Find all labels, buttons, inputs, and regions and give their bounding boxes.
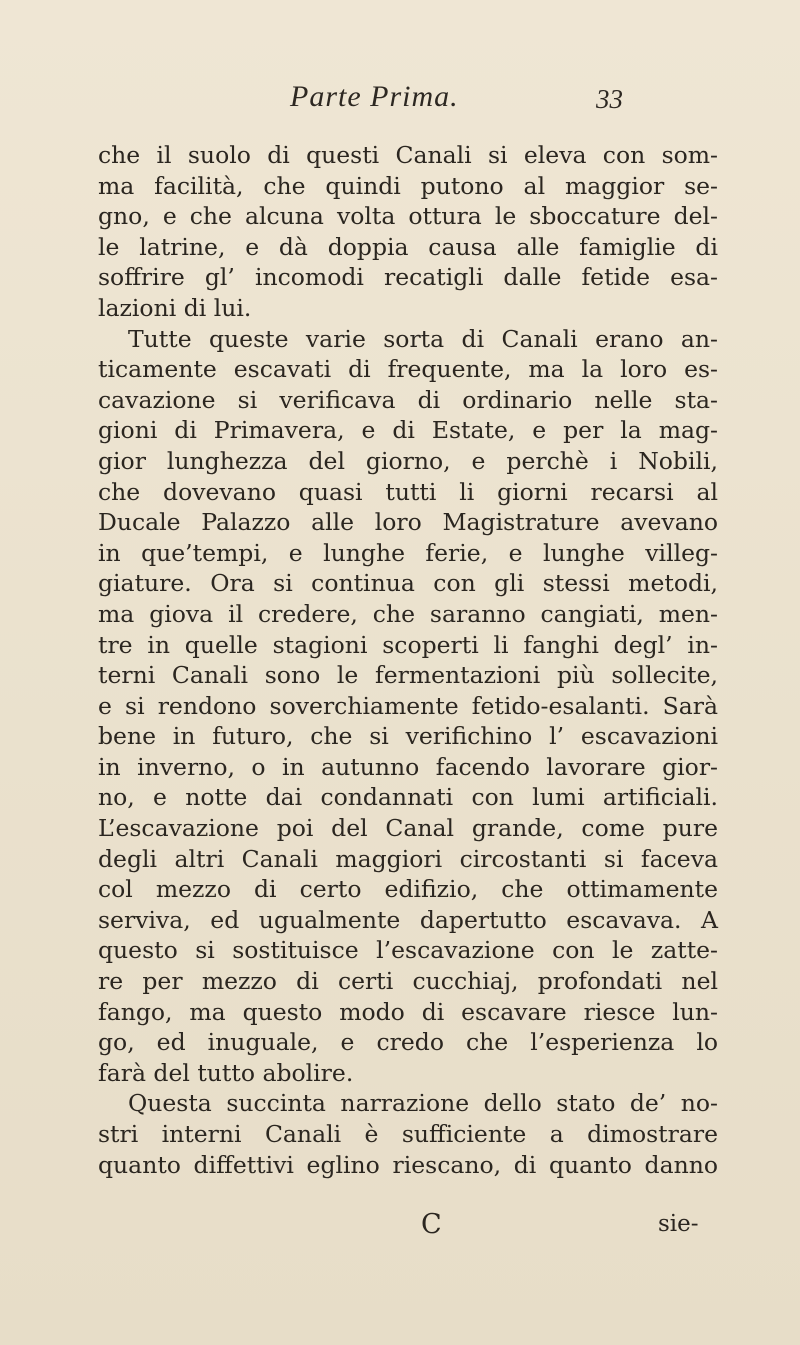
text-line: ticamente escavati di frequente, ma la loro es- xyxy=(98,355,718,384)
text-line: cavazione si verificava di ordinario nelle sta- xyxy=(98,385,718,414)
text-line: go, ed inuguale, e credo che l’esperienza lo xyxy=(98,1028,718,1057)
text-line: Ducale Palazzo alle loro Magistrature avevano xyxy=(98,508,718,537)
text-line: col mezzo di certo edifizio, che ottimamente xyxy=(98,875,718,904)
text-line: bene in futuro, che si verifichino l’ escavazioni xyxy=(98,722,718,751)
text-line: gior lunghezza del giorno, e perchè i Nobili, xyxy=(98,446,718,475)
running-title: Parte Prima. xyxy=(290,80,459,113)
paragraph-start-line: Tutte queste varie sorta di Canali erano an- xyxy=(128,324,718,353)
text-line: in inverno, o in autunno facendo lavorare gior- xyxy=(98,752,718,781)
text-line: tre in quelle stagioni scoperti li fanghi degl’ in- xyxy=(98,630,718,659)
page-number: 33 xyxy=(596,84,623,114)
text-line: farà del tutto abolire. xyxy=(98,1058,354,1087)
text-line: no, e notte dai condannati con lumi artificiali. xyxy=(98,783,718,812)
text-line: e si rendono soverchiamente fetido-esalanti. Sarà xyxy=(98,691,718,720)
running-head xyxy=(0,80,800,120)
text-line: degli altri Canali maggiori circostanti si faceva xyxy=(98,844,718,873)
text-line: quanto diffettivi eglino riescano, di quanto danno xyxy=(98,1150,718,1179)
text-line: in que’tempi, e lunghe ferie, e lunghe villeg- xyxy=(98,538,718,567)
text-line: giature. Ora si continua con gli stessi metodi, xyxy=(98,569,718,598)
catchword: sie- xyxy=(658,1211,699,1237)
text-line: che il suolo di questi Canali si eleva con som- xyxy=(98,141,718,169)
text-line: le latrine, e dà doppia causa alle famiglie di xyxy=(98,232,718,261)
text-line: ma facilità, che quindi putono al maggior se- xyxy=(98,171,718,200)
paragraph-start-line: Questa succinta narrazione dello stato de’ no- xyxy=(128,1089,718,1118)
text-line: terni Canali sono le fermentazioni più sollecite, xyxy=(98,661,718,690)
page-footer xyxy=(0,1209,800,1243)
text-line: soffrire gl’ incomodi recatigli dalle fetide esa- xyxy=(98,263,718,292)
text-line: stri interni Canali è sufficiente a dimostrare xyxy=(98,1120,718,1148)
text-line: L’escavazione poi del Canal grande, come pure xyxy=(98,814,718,843)
text-line: gno, e che alcuna volta ottura le sboccature del- xyxy=(98,202,718,231)
body-text xyxy=(98,140,718,1180)
text-line: fango, ma questo modo di escavare riesce lun- xyxy=(98,997,718,1026)
text-line: ma giova il credere, che saranno cangiati, men- xyxy=(98,599,718,628)
text-line: serviva, ed ugualmente dapertutto escavava. A xyxy=(98,905,718,934)
text-line: questo si sostituisce l’escavazione con le zatte- xyxy=(98,936,718,965)
signature-mark: C xyxy=(421,1209,442,1240)
text-line: re per mezzo di certi cucchiaj, profondati nel xyxy=(98,967,718,996)
text-line: gioni di Primavera, e di Estate, e per la mag- xyxy=(98,416,718,445)
text-line: che dovevano quasi tutti li giorni recarsi al xyxy=(98,477,718,506)
text-line: lazioni di lui. xyxy=(98,293,252,322)
